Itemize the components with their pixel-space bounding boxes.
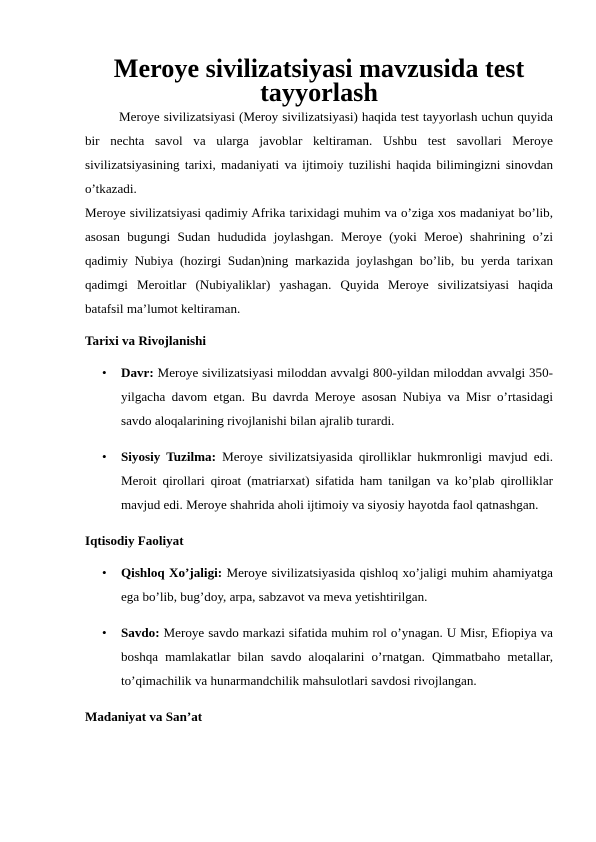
document-body bbox=[85, 54, 553, 729]
overview-paragraph: Meroye sivilizatsiyasi qadimiy Afrika tarixidagi muhim va o’ziga xos madaniyat bo’lib, asosan bugungi Sudan hududida joylashgan. Meroye (yoki Meroe) shahrining o’zi qadimiy Nubiya (hozirgi Sudan)ning markazida joylashgan bo’lib, bu yerda tarixan qadimgi Meroitlar (Nubiyaliklar) yashagan. Quyida Meroye sivilizatsiyasi haqida batafsil ma’lumot keltiraman. bbox=[85, 205, 553, 316]
bullet-icon: • bbox=[102, 449, 107, 464]
bullet-text: Meroye sivilizatsiyasi miloddan avvalgi 800-yildan miloddan avvalgi 350-yilgacha davom etgan. Bu davrda Meroye asosan Nubiya va Misr o’rtasidagi savdo aloqalarining rivojlanishi bilan ajralib turardi. bbox=[121, 365, 553, 428]
bullet-term: Siyosiy Tuzilma: bbox=[121, 449, 216, 464]
bullet-term: Qishloq Xo’jaligi: bbox=[121, 565, 223, 580]
history-bullet-list bbox=[85, 361, 553, 517]
intro-paragraph: Meroye sivilizatsiyasi (Meroy sivilizatsiyasi) haqida test tayyorlash uchun quyida bir nechta savol va ularga javoblar keltiraman. Ushbu test savollari Meroye sivilizatsiyasining tarixi, madaniyati va ijtimoiy tuzilishi haqida bilimingizni sinovdan o’tkazadi. bbox=[85, 109, 553, 196]
list-item bbox=[85, 621, 553, 693]
section-heading-culture: Madaniyat va San’at bbox=[85, 709, 203, 724]
document-title: Meroye sivilizatsiyasi mavzusida test tayyorlash bbox=[113, 54, 525, 107]
list-item bbox=[85, 561, 553, 609]
bullet-term: Savdo: bbox=[121, 625, 160, 640]
bullet-text: Meroye sivilizatsiyasida qirolliklar hukmronligi mavjud edi. Meroit qirollari qiroat (matriarxat) sifatida ham tanilgan va ko’plab qirolliklar mavjud edi. Meroye shahrida aholi ijtimoiy va siyosiy hayotda faol qatnashgan. bbox=[121, 449, 553, 512]
economy-bullet-list bbox=[85, 561, 553, 693]
bullet-text: Meroye sivilizatsiyasida qishloq xo’jaligi muhim ahamiyatga ega bo’lib, bug’doy, arpa, sabzavot va meva yetishtirilgan. bbox=[121, 565, 553, 604]
list-item bbox=[85, 445, 553, 517]
bullet-term: Davr: bbox=[121, 365, 154, 380]
section-heading-economy: Iqtisodiy Faoliyat bbox=[85, 533, 184, 548]
bullet-icon: • bbox=[102, 365, 107, 380]
list-item bbox=[85, 361, 553, 433]
section-heading-history: Tarixi va Rivojlanishi bbox=[85, 333, 207, 348]
bullet-icon: • bbox=[102, 565, 107, 580]
bullet-icon: • bbox=[102, 625, 107, 640]
bullet-text: Meroye savdo markazi sifatida muhim rol o’ynagan. U Misr, Efiopiya va boshqa mamlakatlar bilan savdo aloqalarini o’rnatgan. Qimmatbaho metallar, to’qimachilik va hunarmandchilik mahsulotlari savdosi rivojlangan. bbox=[121, 625, 553, 688]
